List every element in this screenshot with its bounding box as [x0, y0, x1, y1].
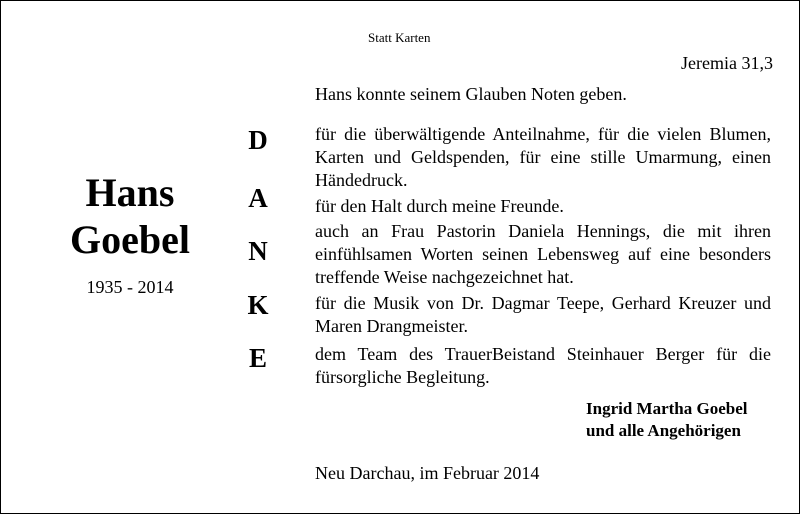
thanks-paragraph: für den Halt durch meine Freunde.	[315, 196, 564, 216]
last-name: Goebel	[70, 217, 190, 262]
life-dates: 1935 - 2014	[86, 277, 174, 297]
thanks-paragraph: auch an Frau Pastorin Daniela Hennings, die mit ihren einfühlsamen Worten seinen Lebensweg auf eine besonders treffende Weise nachgezeichnet hat.	[315, 221, 771, 287]
thanks-letter-d: D	[248, 125, 268, 155]
thanks-letter-a: A	[248, 183, 268, 213]
intro-line: Hans konnte seinem Glauben Noten geben.	[315, 84, 627, 104]
signature-family: und alle Angehörigen	[586, 421, 741, 440]
thanks-paragraph: für die überwältigende Anteilnahme, für die vielen Blumen, Karten und Geldspenden, für eine stille Umarmung, einen Händedruck.	[315, 124, 771, 190]
signature-name: Ingrid Martha Goebel	[586, 399, 748, 418]
thanks-paragraph: für die Musik von Dr. Dagmar Teepe, Gerhard Kreuzer und Maren Drangmeister.	[315, 293, 771, 336]
thanks-letter-e: E	[248, 343, 267, 373]
thanks-letter-n: N	[248, 236, 268, 266]
header-note: Statt Karten	[368, 30, 431, 45]
thanks-letter-k: K	[247, 290, 269, 320]
first-name: Hans	[85, 170, 175, 215]
thanks-paragraph: dem Team des TrauerBeistand Steinhauer Berger für die fürsorgliche Begleitung.	[315, 344, 771, 387]
bible-verse: Jeremia 31,3	[681, 53, 773, 73]
place-date: Neu Darchau, im Februar 2014	[315, 463, 540, 483]
